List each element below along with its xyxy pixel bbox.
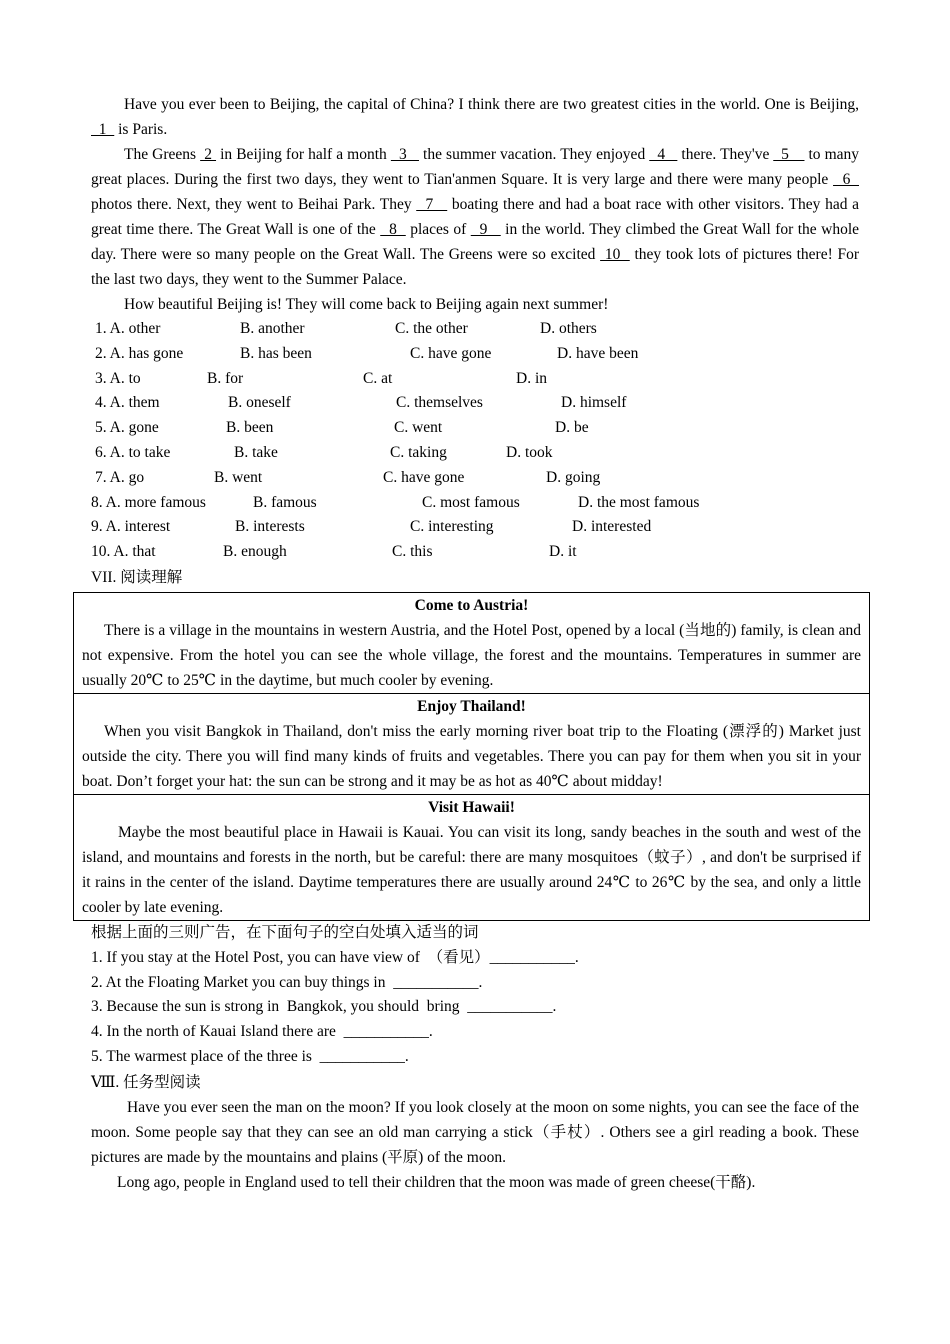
fill-question-3: 3. Because the sun is strong in Bangkok, you should bring ___________. <box>91 998 557 1016</box>
option-c: C. this <box>392 543 433 561</box>
blank-4: 4 <box>649 146 678 163</box>
option-a: 8. A. more famous <box>91 493 206 511</box>
fill-question-4: 4. In the north of Kauai Island there are ___________. <box>91 1023 433 1041</box>
option-b: B. enough <box>223 543 287 561</box>
option-b: B. interests <box>235 518 305 536</box>
text-run: is Paris. <box>114 121 168 138</box>
text-run: the summer vacation. They enjoyed <box>418 146 650 163</box>
text-run: to many great places. During the first two days, they went to Tian'anmen Square. It is very large and there were many people <box>91 146 860 188</box>
cloze-paragraph-2 <box>91 142 859 292</box>
ad-text: There is a village in the mountains in western Austria, and the Hotel Post, opened by a local (当地的) family, is clean and not expensive. From the hotel you can see the whole village, the forest and the mountains. Temperatures in summer are usually 20℃ to 25℃ in the daytime, but much cooler by evening. <box>82 621 861 689</box>
ad-hawaii <box>74 795 869 920</box>
cloze-paragraph-3: How beautiful Beijing is! They will come back to Beijing again next summer! <box>124 296 609 313</box>
option-a: 1. A. other <box>95 320 161 337</box>
blank-7: 7 <box>416 196 448 213</box>
blank-10: 10 <box>600 246 630 263</box>
option-row-9 <box>91 515 859 540</box>
blank-6: 6 <box>833 171 859 188</box>
option-a: 2. A. has gone <box>95 344 184 362</box>
text-run: boating there and had a boat race with other visitors. They had a great time there. The Great Wall is one of the <box>91 196 859 238</box>
option-a: 5. A. gone <box>95 419 159 437</box>
option-d: D. interested <box>572 518 652 536</box>
option-c: C. themselves <box>396 394 483 412</box>
option-b: B. oneself <box>228 394 291 412</box>
blank-2: 2 <box>200 146 217 163</box>
task-paragraph-2: Long ago, people in England used to tell their children that the moon was made of green cheese(干酪). <box>117 1173 756 1191</box>
option-d: D. have been <box>557 344 639 362</box>
option-c: C. went <box>394 419 443 437</box>
cloze-options <box>91 317 859 565</box>
ad-title: Come to Austria! <box>414 596 529 614</box>
fill-instruction: 根据上面的三则广告，在下面句子的空白处填入适当的词 <box>91 923 479 941</box>
option-c: C. taking <box>390 443 447 461</box>
option-row-7 <box>91 466 859 491</box>
option-a: 4. A. them <box>95 394 160 412</box>
text-run: in Beijing for half a month <box>216 146 391 163</box>
option-row-6 <box>91 441 859 466</box>
option-row-1 <box>91 317 859 342</box>
text-run: there. They've <box>677 146 774 163</box>
option-c: C. have gone <box>383 468 465 486</box>
option-row-8 <box>91 491 859 516</box>
option-b: B. another <box>240 320 305 337</box>
option-row-2 <box>91 342 859 367</box>
text-run: photos there. Next, they went to Beihai Park. They <box>91 196 417 213</box>
fill-question-5: 5. The warmest place of the three is ___________. <box>91 1047 409 1065</box>
option-d: D. be <box>555 419 589 437</box>
section-7-title: VII. 阅读理解 <box>91 568 183 586</box>
text-run: Have you ever been to Beijing, the capital of China? I think there are two greatest cities in the world. One is Beijing, <box>124 96 859 113</box>
option-row-3 <box>91 367 859 392</box>
text-run: in the world. They climbed the Great Wall for the whole day. There were so many people on the Great Wall. The Greens were so excited <box>91 221 860 263</box>
option-b: B. has been <box>240 344 312 362</box>
fill-question-2: 2. At the Floating Market you can buy things in ___________. <box>91 973 483 991</box>
ad-title: Visit Hawaii! <box>428 798 515 816</box>
option-row-4 <box>91 391 859 416</box>
option-c: C. the other <box>395 320 468 337</box>
worksheet-page <box>82 92 861 1195</box>
blank-9: 9 <box>470 221 501 238</box>
option-c: C. most famous <box>422 493 520 511</box>
blank-3: 3 <box>390 146 419 163</box>
option-b: B. famous <box>253 493 317 511</box>
ad-thailand <box>74 694 869 795</box>
section-8-title: Ⅷ. 任务型阅读 <box>91 1073 201 1091</box>
blank-5: _5__ <box>773 146 805 163</box>
option-d: D. himself <box>561 394 627 412</box>
option-d: D. in <box>516 369 547 387</box>
option-d: D. others <box>540 320 597 337</box>
task-paragraph-1: Have you ever seen the man on the moon? If you look closely at the moon on some nights, you can see the face of the moon. Some people say that they can see an old man carrying a stick（手杖）. Others see a girl reading a book. These pictures are made by the mountains and plains (平原) of the moon. <box>91 1098 859 1166</box>
option-b: B. take <box>234 443 278 461</box>
option-a: 3. A. to <box>95 369 141 387</box>
ads-table <box>73 592 870 921</box>
option-c: C. at <box>363 369 393 387</box>
ad-title: Enjoy Thailand! <box>417 697 526 715</box>
blank-1: 1 <box>91 121 115 138</box>
cloze-paragraph-1 <box>91 92 859 142</box>
text-run: The Greens <box>124 146 201 163</box>
option-d: D. took <box>506 443 553 461</box>
option-row-10 <box>91 540 859 565</box>
option-row-5 <box>91 416 859 441</box>
ad-text: Maybe the most beautiful place in Hawaii is Kauai. You can visit its long, sandy beaches in the south and west of the island, and mountains and forests in the north, but be careful: there are many mosquitoes（蚊子）, and don't be surprised if it rains in the center of the island. Daytime temperatures there are usually around 24℃ to 26℃ by the sea, and only a little cooler by late evening. <box>82 823 861 916</box>
option-a: 10. A. that <box>91 543 156 561</box>
option-d: D. the most famous <box>578 493 700 511</box>
option-b: B. went <box>214 468 263 486</box>
option-a: 6. A. to take <box>95 443 171 461</box>
option-c: C. interesting <box>410 518 494 536</box>
option-c: C. have gone <box>410 344 492 362</box>
text-run: places of <box>405 221 471 238</box>
ad-text: When you visit Bangkok in Thailand, don't miss the early morning river boat trip to the Floating (漂浮的) Market just outside the city. There you will find many kinds of fruits and vegetables. There you can pay for them when you sit in your boat. Don’t forget your hat: the sun can be strong and it may be as hot as 40℃ about midday! <box>82 722 861 790</box>
ad-austria <box>74 593 869 694</box>
option-a: 9. A. interest <box>91 518 171 536</box>
option-b: B. been <box>226 419 274 437</box>
option-a: 7. A. go <box>95 468 145 486</box>
blank-8: 8 <box>380 221 406 238</box>
option-d: D. going <box>546 468 601 486</box>
option-d: D. it <box>549 543 577 561</box>
fill-question-1: 1. If you stay at the Hotel Post, you can have view of （看见）___________. <box>91 948 579 966</box>
option-b: B. for <box>207 369 244 387</box>
text-run: they took lots of pictures there! For the last two days, they went to the Summer Palace. <box>91 246 860 288</box>
